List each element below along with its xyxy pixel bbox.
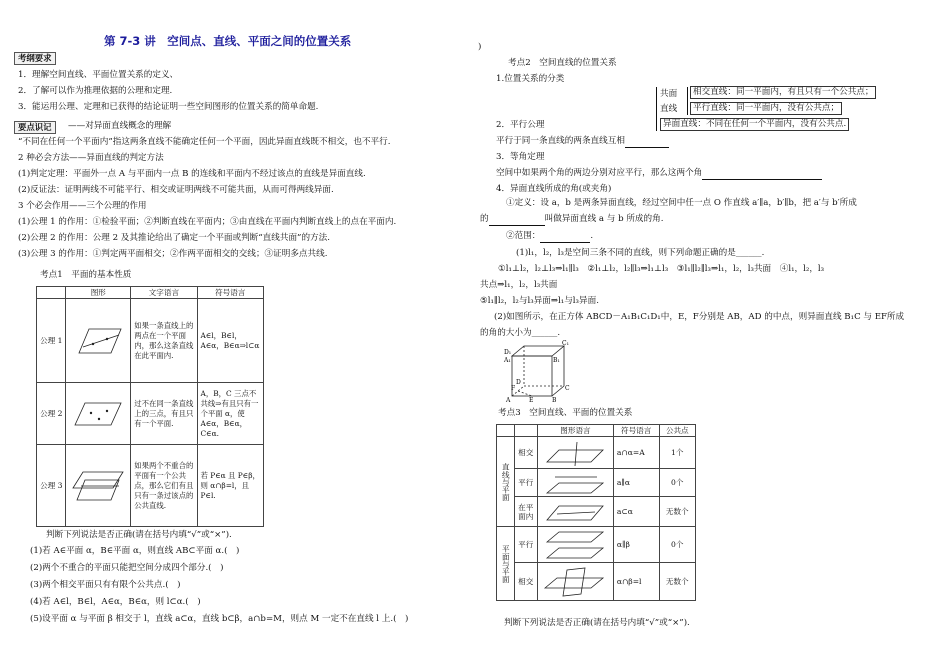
col-header-notation: 符号语言 [613,425,659,437]
parallel-axiom-sentence: 平行于同一条直线的两条直线互相 [496,136,625,146]
col-header-symbol: 符号语言 [197,287,264,299]
skew-def-blank [489,214,545,226]
key-line-1: “不同在任何一个平面内”指这两条直线不能确定任何一个平面，因此异面直线既不相交，也不平行. [18,137,391,147]
line-parallel-plane-figure [541,471,607,495]
kaodian1-heading: 考点1 平面的基本性质 [40,270,132,280]
position-table [496,424,696,601]
axiom-table [36,286,264,527]
axiom-2-name: 公理 2 [37,383,66,445]
row-3-symbol: a⊂α [613,497,659,527]
axiom-3-text: 如果两个不重合的平面有一个公共点，那么它们有且只有一条过该点的公共直线. [131,445,197,527]
axiom-1-text: 如果一条直线上的两点在一个平面内，那么这条直线在此平面内. [131,299,197,383]
axiom-2-text: 过不在同一条直线上的三点，有且只有一个平面. [131,383,197,445]
line-in-plane-figure [541,500,607,524]
row-4-points: 0个 [659,527,695,563]
stray-paren: ) [478,42,482,52]
classification-title: 1.位置关系的分类 [496,74,565,84]
cube-label-B: B [552,397,557,402]
kaodian3-heading: 考点3 空间直线、平面的位置关系 [498,408,633,418]
equal-angle-title: 3．等角定理 [496,152,545,162]
row-1-name: 相交 [515,437,538,469]
judge-item-4: (4)若 A∈l，B∈l，A∈α，B∈α，则 l⊂α.( ) [30,597,201,607]
parallel-axiom-title: 2．平行公理 [496,120,545,130]
line-intersects-plane-figure [541,440,607,466]
outer-brace [656,87,657,131]
axiom-table-corner [37,287,66,299]
cube-label-D: D [516,379,521,386]
judge-intro-right: 判断下列说法是否正确(请在括号内填“√”或“×”). [504,618,690,628]
row-5-symbol: α∩β=l [613,563,659,601]
equal-angle-sentence: 空间中如果两个角的两边分别对应平行，那么这两个角 [496,168,703,178]
line-label: 直线 [660,104,678,114]
syllabus-item-3: 3．能运用公理、定理和已获得的结论证明一些空间图形的位置关系的简单命题. [18,102,319,112]
cube-label-A1: A₁ [504,357,511,364]
group-plane-plane: 平面与平面 [497,527,515,601]
row-3-points: 无数个 [659,497,695,527]
question-2-line-2: 的角的大小为______. [480,328,561,338]
judge-item-3: (3)两个相交平面只有有限个公共点.( ) [30,580,181,590]
judge-intro-left: 判断下列说法是否正确(请在括号内填“√”或“×”). [46,530,232,540]
position-table-corner-a [497,425,515,437]
syllabus-tag: 考纲要求 [14,52,56,65]
skew-def-sentence: 叫做异面直线 a 与 b 所成的角. [544,214,664,224]
key-points-subtitle: ——对异面直线概念的理解 [68,121,172,131]
axiom-1-figure [66,299,131,383]
key-line-4: (2)反证法：证明两线不可能平行、相交或证明两线不可能共面，从而可得两线异面. [18,185,334,195]
key-line-3: (1)判定定理：平面外一点 A 与平面内一点 B 的连线和平面内不经过该点的直线是异面直线. [18,169,366,179]
plane-line-figure [69,323,125,359]
row-1-symbol: a∩α=A [613,437,659,469]
axiom-3-symbol: 若 P∈α 且 P∈β，则 α∩β=l，且 P∈l. [197,445,264,527]
question-1: (1)l₁，l₂，l₃是空间三条不同的直线，则下列命题正确的是______. [516,248,765,258]
parallel-axiom-text [496,136,669,148]
axiom-1-name: 公理 1 [37,299,66,383]
cube-label-C: C [565,385,570,392]
planes-parallel-figure [541,530,607,560]
judge-item-5: (5)设平面 α 与平面 β 相交于 l，直线 a⊂α，直线 b⊂β，a∩b=M，则点 M 一定不在直线 l 上.( ) [30,614,409,624]
group-line-plane: 直线与平面 [497,437,515,527]
row-2-points: 0个 [659,469,695,497]
key-line-7: (2)公理 2 的作用：公理 2 及其推论给出了确定一个平面或判断“直线共面”的方法. [18,233,330,243]
intersecting-planes-figure [69,466,125,506]
key-points-tag: 要点识记 [14,121,56,134]
range-line: ②范围： . [506,231,594,241]
skew-def-line-1: ①定义：设 a，b 是两条异面直线，经过空间中任一点 O 作直线 a′∥a，b′∥b，把 a′与 b′所成 [506,198,857,208]
cube-figure [502,340,574,402]
row-5-points: 无数个 [659,563,695,601]
row-2-figure [538,469,614,497]
cube-label-E: E [529,397,534,402]
cube-label-D1: D₁ [504,349,512,356]
cube-label-B1: B₁ [553,357,560,364]
range-blank [540,231,590,243]
row-2-name: 平行 [515,469,538,497]
axiom-2-symbol: A，B，C 三点不共线⇒有且只有一个平面 α，使 A∈α，B∈α，C∈α. [197,383,264,445]
row-4-figure [538,527,614,563]
page-title: 第 7-3 讲 空间点、直线、平面之间的位置关系 [104,34,352,48]
equal-angle-blank [702,168,822,180]
syllabus-item-1: 1．理解空间直线、平面位置关系的定义、 [18,70,179,80]
equal-angle-text [496,168,822,180]
relation-intersecting: 相交直线：同一平面内，有且只有一个公共点； [690,86,876,99]
position-table-corner-b [515,425,538,437]
planes-intersect-figure [541,566,607,598]
cube-label-C1: C₁ [562,340,569,347]
key-line-6: (1)公理 1 的作用：①检验平面；②判断直线在平面内；③由直线在平面内判断直线上的点在平面内. [18,217,397,227]
coplanar-label: 共面 [660,89,678,99]
cube-label-A: A [506,397,511,402]
question-1-options-c: ⑤l₁∥l₂，l₂与l₃异面⇒l₁与l₃异面. [480,296,599,306]
parallel-axiom-blank [625,136,669,148]
axiom-2-figure [66,383,131,445]
row-2-symbol: a∥α [613,469,659,497]
row-3-figure [538,497,614,527]
judge-item-2: (2)两个不重合的平面只能把空间分成四个部分.( ) [30,563,224,573]
judge-item-1: (1)若 A∈平面 α，B∈平面 α，则直线 AB⊂平面 α.( ) [30,546,240,556]
question-2-line-1: (2)如图所示，在正方体 ABCD－A₁B₁C₁D₁中，E，F分别是 AB，AD 的中点，则异面直线 B₁C 与 EF所成 [494,312,905,322]
col-header-graphic: 图形语言 [538,425,614,437]
relation-skew: 异面直线：不同在任何一个平面内，没有公共点. [660,118,849,131]
skew-def-prefix: 的 [480,214,489,224]
col-header-common-points: 公共点 [659,425,695,437]
row-3-name: 在平面内 [515,497,538,527]
three-points-plane-figure [69,397,125,431]
syllabus-item-2: 2．了解可以作为推理依据的公理和定理. [18,86,173,96]
question-1-options-b: 共点⇒l₁，l₂，l₃共面 [480,280,558,290]
kaodian2-heading: 考点2 空间直线的位置关系 [508,58,617,68]
key-line-8: (3)公理 3 的作用：①判定两平面相交；②作两平面相交的交线；③证明多点共线. [18,249,328,259]
skew-def-line-2 [480,214,663,226]
row-4-name: 平行 [515,527,538,563]
axiom-3-figure [66,445,131,527]
key-line-5: 3 个必会作用——三个公理的作用 [18,201,147,211]
relation-parallel: 平行直线：同一平面内，没有公共点； [690,102,842,115]
row-1-points: 1个 [659,437,695,469]
range-label: ②范围： [506,231,541,241]
key-line-2: 2 种必会方法——异面直线的判定方法 [18,153,164,163]
row-4-symbol: α∥β [613,527,659,563]
axiom-1-symbol: A∈l，B∈l，A∈α，B∈α⇒l⊂α [197,299,264,383]
row-1-figure [538,437,614,469]
skew-angle-title: 4．异面直线所成的角(或夹角) [496,184,612,194]
cube-label-F: F [511,385,516,392]
col-header-figure: 图形 [66,287,131,299]
row-5-name: 相交 [515,563,538,601]
coplanar-brace [687,87,688,115]
axiom-3-name: 公理 3 [37,445,66,527]
col-header-text: 文字语言 [131,287,197,299]
question-1-options-a: ①l₁⊥l₂，l₂⊥l₃⇒l₁∥l₃ ②l₁⊥l₂，l₂∥l₃⇒l₁⊥l₃ ③l₁∥l₂∥l₃⇒l₁，l₂，l₃共面 ④l₁，l₂，l₃ [498,264,825,274]
row-5-figure [538,563,614,601]
